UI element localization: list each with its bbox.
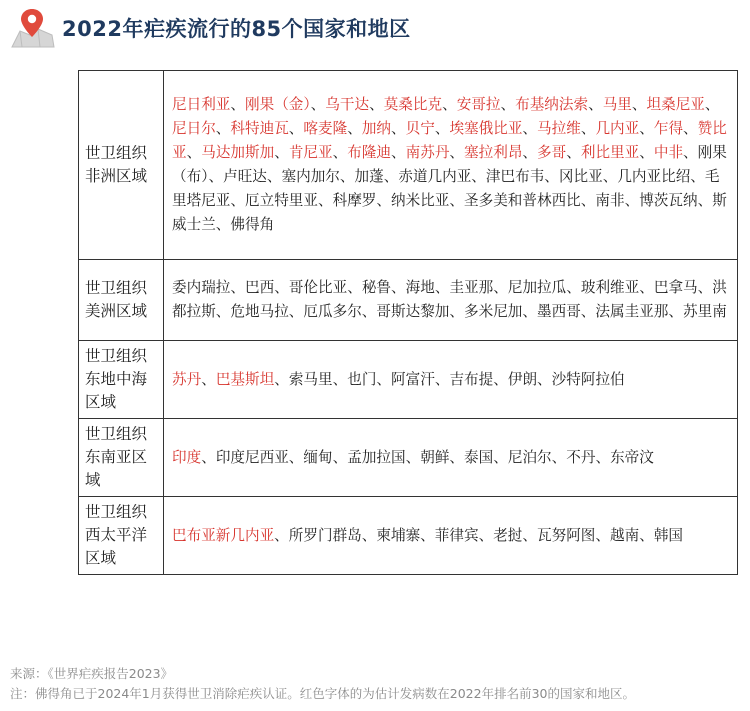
country-name: 尼日利亚 [172, 96, 231, 113]
country-name: 多哥 [537, 144, 567, 161]
separator: 、 [361, 526, 377, 544]
separator: 、 [310, 96, 326, 113]
separator: 、 [631, 96, 647, 113]
separator: 、 [317, 192, 333, 209]
page-title: 2022年疟疾流行的85个国家和地区 [62, 17, 411, 41]
country-name: 加纳 [361, 120, 392, 137]
country-name: 委内瑞拉 [172, 279, 231, 296]
region-cell [79, 341, 164, 419]
table-row [79, 419, 738, 497]
separator: 、 [434, 120, 450, 137]
separator: 、 [201, 448, 216, 466]
country-name: 布基纳法索 [515, 96, 589, 113]
separator: 、 [595, 526, 610, 544]
separator: 、 [274, 144, 289, 161]
country-name: 乍得 [653, 120, 684, 137]
footer [10, 664, 635, 704]
region-name: 世卫组织非洲区域 [85, 144, 148, 185]
separator: 、 [391, 279, 406, 296]
countries-cell [164, 341, 738, 419]
separator: 、 [274, 370, 289, 388]
countries-cell [164, 71, 738, 260]
separator: 、 [639, 279, 654, 296]
country-name: 巴西 [245, 279, 275, 296]
country-name: 几内亚 [595, 120, 640, 137]
source-note: 来源：《世界疟疾报告2023》 [10, 666, 174, 681]
country-name: 巴拿马 [653, 279, 698, 296]
region-cell [79, 419, 164, 497]
separator: 、 [376, 192, 391, 209]
separator: 、 [339, 168, 355, 185]
country-name: 沙特阿拉伯 [551, 370, 625, 388]
country-name: 纳米比亚 [391, 192, 450, 209]
countries-cell [164, 419, 738, 497]
country-name: 朝鲜 [420, 448, 450, 466]
country-name: 瓦努阿图 [537, 526, 596, 544]
country-name: 墨西哥 [537, 303, 581, 320]
country-name: 柬埔寨 [376, 526, 421, 544]
country-name: 哥伦比亚 [288, 279, 348, 296]
country-name: 孟加拉国 [347, 448, 406, 466]
country-name: 伊朗 [507, 370, 538, 388]
region-cell [79, 71, 164, 260]
country-name: 科特迪瓦 [230, 120, 289, 137]
separator: 、 [186, 144, 202, 161]
separator: 、 [434, 279, 450, 296]
country-name: 布隆迪 [347, 144, 392, 161]
separator: 、 [493, 448, 508, 466]
country-name: 加蓬 [354, 168, 384, 185]
separator: 、 [449, 303, 464, 320]
footnote: 注：佛得角已于2024年1月获得世卫消除疟疾认证。红色字体的为估计发病数在2022年排名前30的国家和地区。 [10, 686, 635, 701]
country-name: 不丹 [566, 448, 596, 466]
country-name: 吉布提 [449, 370, 494, 388]
separator: 、 [332, 448, 348, 466]
separator: 、 [449, 448, 465, 466]
country-name: 韩国 [653, 526, 684, 544]
separator: 、 [639, 144, 654, 161]
separator: 、 [201, 370, 216, 388]
country-name: 洪都拉斯 [172, 279, 727, 320]
separator: 、 [347, 279, 362, 296]
separator: 、 [544, 168, 559, 185]
separator: 、 [690, 168, 705, 185]
region-cell [79, 260, 164, 341]
separator: 、 [668, 303, 683, 320]
separator: 、 [361, 303, 377, 320]
separator: 、 [332, 144, 348, 161]
country-name: 阿富汗 [391, 370, 435, 388]
separator: 、 [697, 192, 713, 209]
separator: 、 [434, 370, 450, 388]
country-list [172, 524, 731, 548]
country-name: 厄立特里亚 [245, 192, 318, 209]
separator: 、 [288, 120, 304, 137]
country-name: 卢旺达 [223, 168, 267, 185]
separator: 、 [580, 303, 596, 320]
country-name: 塞内加尔 [281, 168, 340, 185]
separator: 、 [537, 370, 552, 388]
country-name: 刚果（金） [245, 96, 311, 113]
separator: 、 [449, 192, 464, 209]
country-name: 所罗门群岛 [288, 526, 362, 544]
separator: 、 [639, 526, 654, 544]
country-name: 赞比亚 [172, 120, 727, 161]
separator: 、 [639, 120, 654, 137]
country-list [172, 93, 731, 237]
country-name: 法属圭亚那 [595, 303, 669, 320]
country-name: 毛里塔尼亚 [172, 168, 720, 209]
country-name: 南非 [595, 192, 625, 209]
region-cell [79, 497, 164, 575]
separator: 、 [274, 279, 289, 296]
country-name: 尼加拉瓜 [507, 279, 567, 296]
map-pin-icon [8, 7, 56, 49]
separator: 、 [704, 96, 720, 113]
separator: 、 [493, 279, 508, 296]
separator: 、 [266, 168, 282, 185]
region-name: 世卫组织美洲区域 [85, 279, 148, 320]
table-row [79, 341, 738, 419]
country-name: 马拉维 [537, 120, 581, 137]
region-name: 世卫组织东南亚区域 [85, 425, 148, 489]
separator: 、 [383, 168, 399, 185]
separator: 、 [595, 448, 611, 466]
table-row [79, 497, 738, 575]
separator: 、 [442, 96, 457, 113]
separator: 、 [588, 96, 603, 113]
country-name: 刚果（布） [172, 144, 727, 185]
separator: 、 [602, 168, 618, 185]
separator: 、 [683, 120, 698, 137]
separator: 、 [478, 526, 494, 544]
country-name: 尼日尔 [172, 120, 216, 137]
country-name: 海地 [405, 279, 435, 296]
regions-table [78, 70, 738, 575]
countries-cell [164, 497, 738, 575]
separator: 、 [215, 303, 231, 320]
country-list [172, 368, 731, 392]
header [8, 6, 411, 50]
separator: 、 [471, 168, 486, 185]
country-name: 利比里亚 [580, 144, 640, 161]
country-name: 苏里南 [683, 303, 727, 320]
separator: 、 [274, 526, 289, 544]
separator: 、 [697, 279, 713, 296]
country-name: 佛得角 [230, 216, 275, 233]
country-name: 莫桑比克 [383, 96, 443, 113]
separator: 、 [580, 192, 596, 209]
country-name: 哥斯达黎加 [376, 303, 450, 320]
separator: 、 [522, 526, 537, 544]
separator: 、 [230, 96, 245, 113]
countries-cell [164, 260, 738, 341]
country-name: 乌干达 [325, 96, 370, 113]
country-name: 老挝 [493, 526, 523, 544]
separator: 、 [288, 303, 304, 320]
country-name: 贝宁 [405, 120, 435, 137]
separator: 、 [230, 279, 245, 296]
separator: 、 [566, 279, 581, 296]
country-name: 索马里 [288, 370, 333, 388]
table-row [79, 260, 738, 341]
separator: 、 [369, 96, 384, 113]
country-name: 印度尼西亚 [215, 448, 289, 466]
separator: 、 [208, 168, 224, 185]
separator: 、 [347, 120, 362, 137]
separator: 、 [551, 448, 567, 466]
country-name: 巴布亚新几内亚 [172, 526, 275, 544]
table-row [79, 71, 738, 260]
separator: 、 [420, 526, 435, 544]
country-name: 圣多美和普林西比 [464, 192, 581, 209]
separator: 、 [230, 192, 245, 209]
country-name: 坦桑尼亚 [646, 96, 705, 113]
country-name: 苏丹 [172, 370, 202, 388]
country-name: 印度 [172, 448, 202, 466]
separator: 、 [391, 144, 406, 161]
separator: 、 [449, 144, 465, 161]
region-name: 世卫组织西太平洋区域 [85, 503, 148, 567]
separator: 、 [288, 448, 304, 466]
country-name: 玻利维亚 [580, 279, 640, 296]
country-name: 厄瓜多尔 [303, 303, 362, 320]
separator: 、 [391, 120, 406, 137]
country-list [172, 446, 731, 470]
separator: 、 [522, 303, 537, 320]
country-name: 科摩罗 [332, 192, 377, 209]
country-name: 也门 [347, 370, 377, 388]
separator: 、 [215, 120, 231, 137]
country-name: 塞拉利昂 [464, 144, 523, 161]
separator: 、 [522, 144, 538, 161]
country-name: 马里 [602, 96, 632, 113]
country-name: 菲律宾 [434, 526, 479, 544]
country-name: 冈比亚 [558, 168, 603, 185]
country-name: 博茨瓦纳 [639, 192, 698, 209]
country-name: 越南 [610, 526, 640, 544]
separator: 、 [493, 370, 508, 388]
country-name: 秘鲁 [361, 279, 392, 296]
separator: 、 [580, 120, 596, 137]
separator: 、 [500, 96, 516, 113]
country-list [172, 276, 731, 324]
country-name: 圭亚那 [449, 279, 494, 296]
country-name: 几内亚比绍 [617, 168, 691, 185]
separator: 、 [566, 144, 581, 161]
separator: 、 [376, 370, 392, 388]
country-name: 东帝汶 [610, 448, 654, 466]
country-name: 泰国 [464, 448, 494, 466]
country-name: 尼泊尔 [507, 448, 552, 466]
country-name: 肯尼亚 [288, 144, 333, 161]
separator: 、 [522, 120, 538, 137]
separator: 、 [215, 216, 231, 233]
country-name: 安哥拉 [456, 96, 501, 113]
country-name: 巴基斯坦 [215, 370, 275, 388]
separator: 、 [683, 144, 698, 161]
separator: 、 [405, 448, 421, 466]
country-name: 斯威士兰 [172, 192, 727, 233]
country-name: 马达加斯加 [201, 144, 275, 161]
country-name: 南苏丹 [405, 144, 450, 161]
country-name: 多米尼加 [464, 303, 523, 320]
country-name: 危地马拉 [230, 303, 289, 320]
country-name: 埃塞俄比亚 [449, 120, 523, 137]
country-name: 中非 [653, 144, 684, 161]
country-name: 赤道几内亚 [398, 168, 472, 185]
region-name: 世卫组织东地中海区域 [85, 347, 148, 411]
country-name: 缅甸 [303, 448, 333, 466]
separator: 、 [332, 370, 348, 388]
separator: 、 [624, 192, 640, 209]
country-name: 喀麦隆 [303, 120, 348, 137]
regions-table-body [79, 71, 738, 575]
country-name: 津巴布韦 [485, 168, 545, 185]
